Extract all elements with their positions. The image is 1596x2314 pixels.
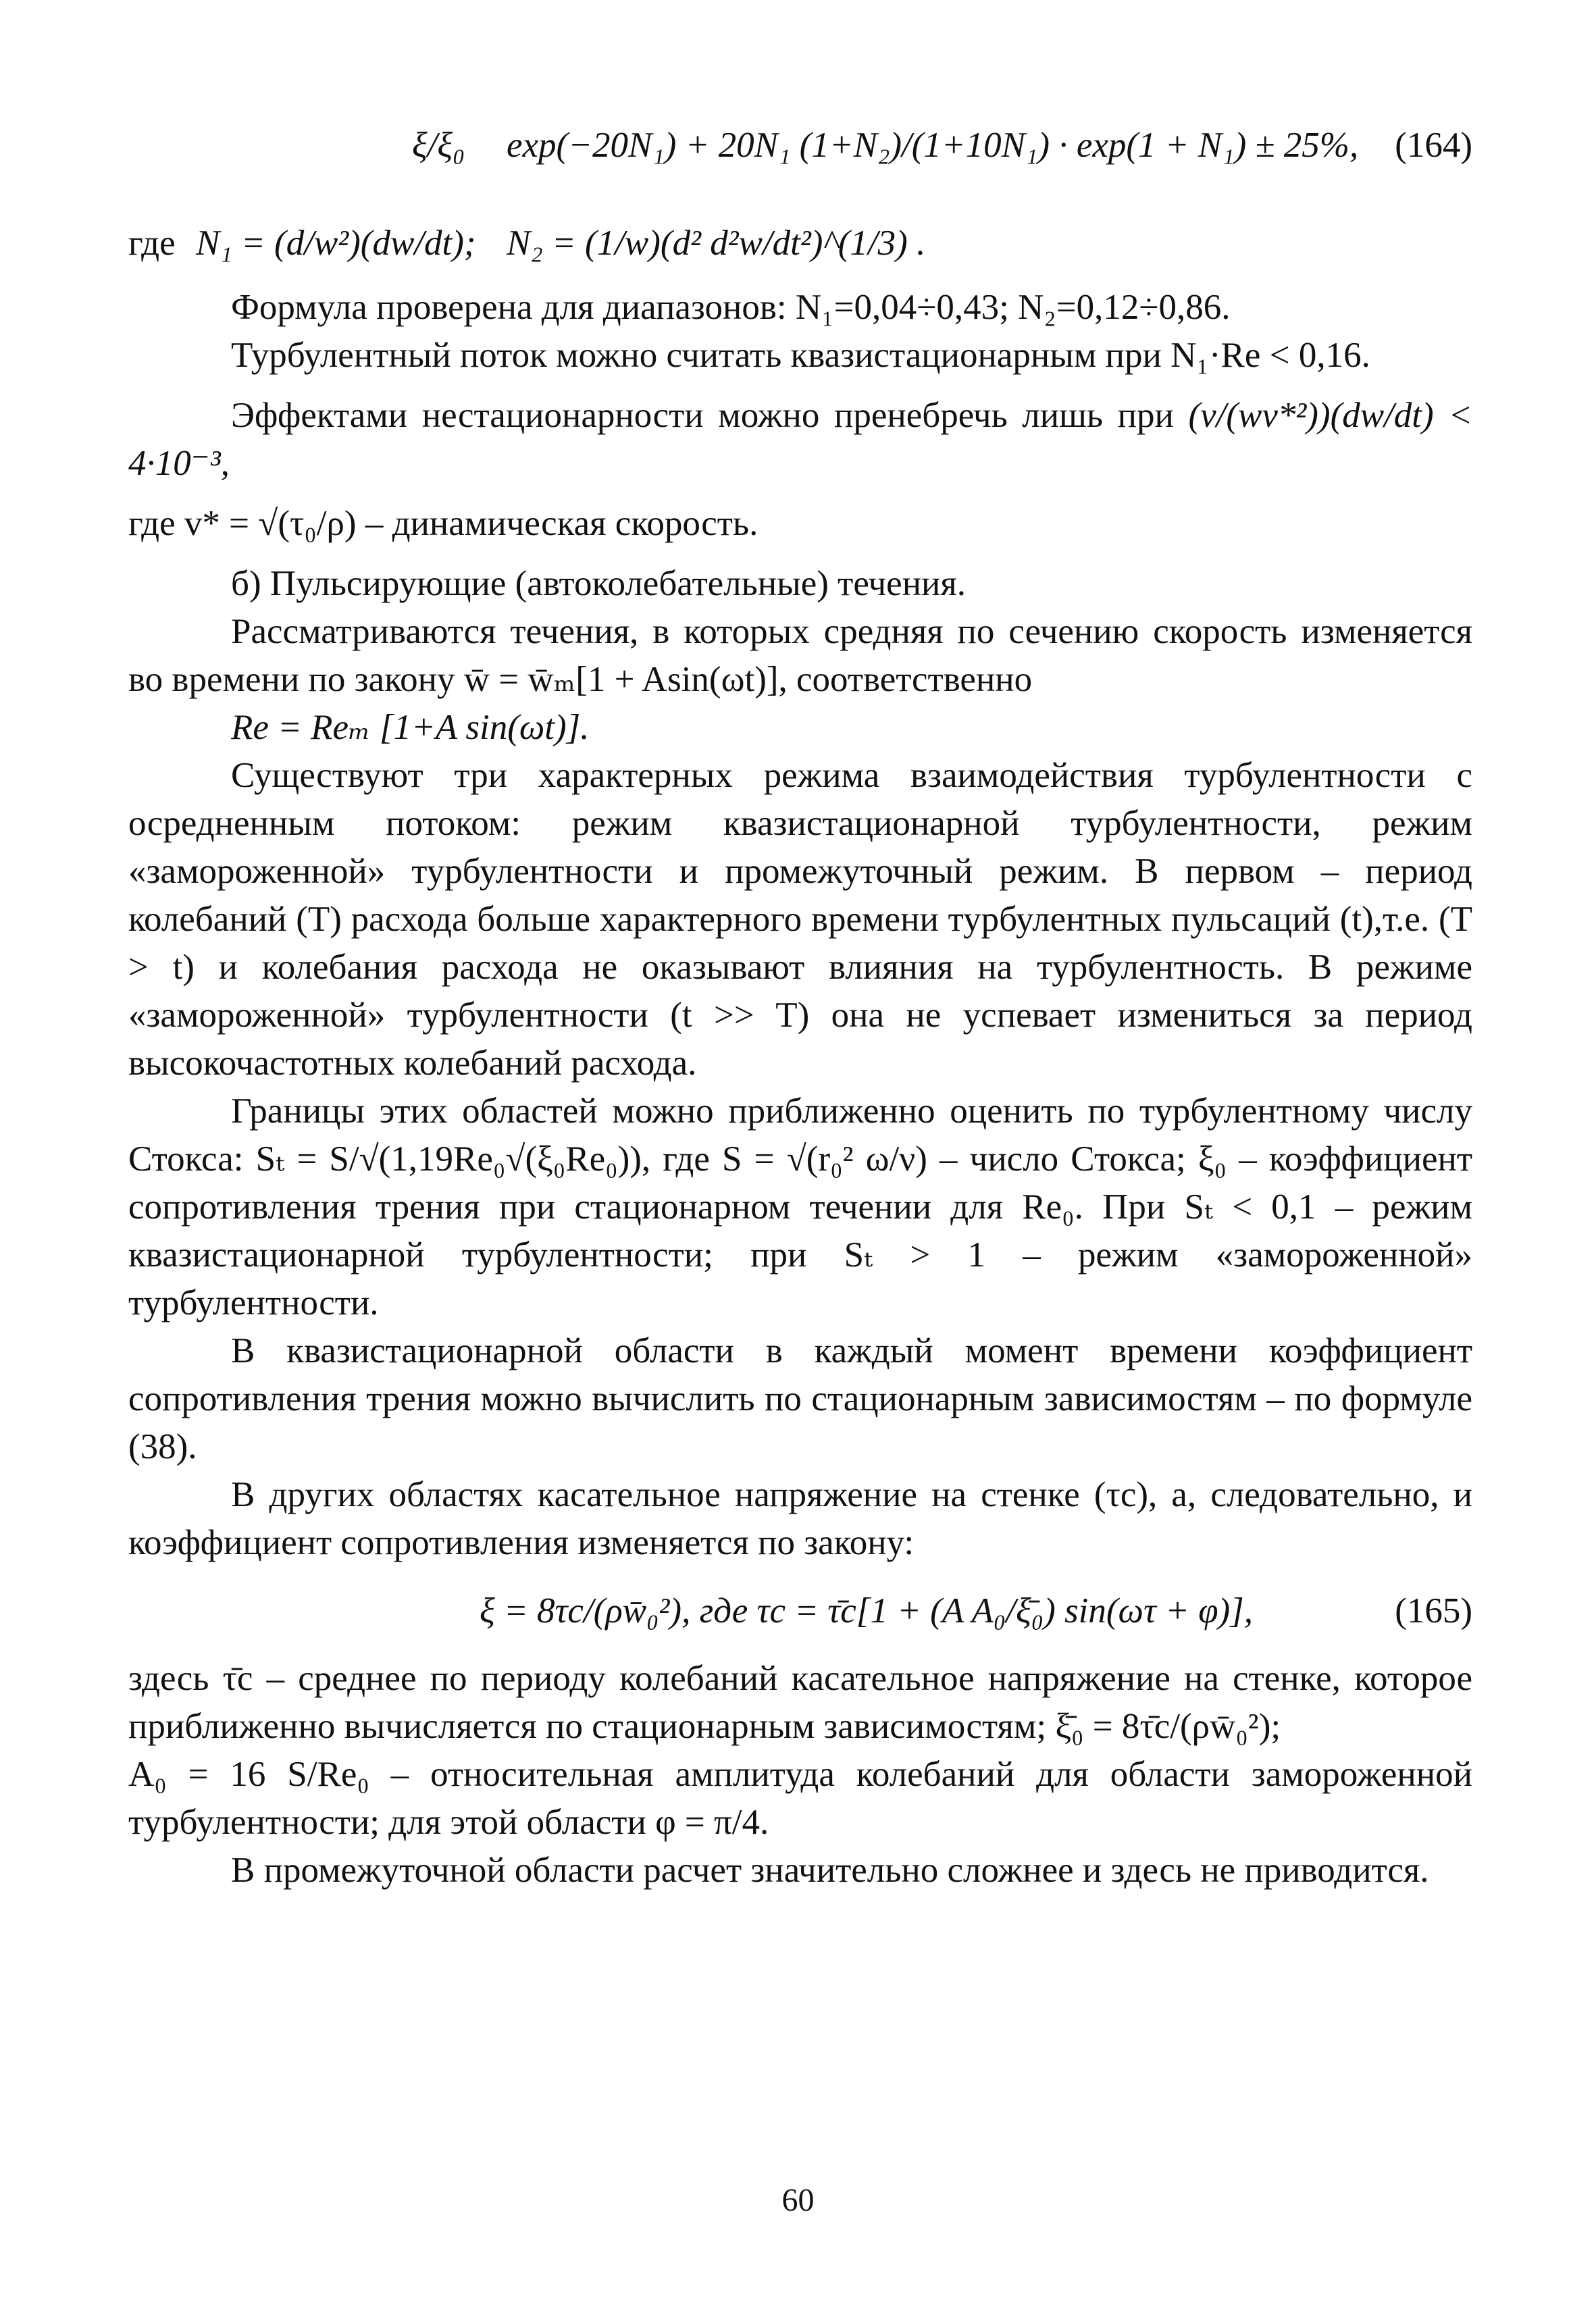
where-164-prefix: где xyxy=(128,224,176,263)
formula-164-where xyxy=(128,203,1472,284)
page-content xyxy=(128,101,1472,1895)
paragraph-intermediate: В промежуточной области расчет значительно сложнее и здесь не приводится. xyxy=(231,1851,1429,1890)
formula-165 xyxy=(128,1567,1472,1655)
paragraph-quasistationary-region: В квазистационарной области в каждый момент времени коэффициент сопротивления трения можно вычислить по стационарным зависимостям – по формуле (38). xyxy=(128,1331,1472,1466)
formula-165-number: (165) xyxy=(1395,1591,1472,1630)
formula-164-number: (164) xyxy=(1395,126,1472,165)
nonstationary-text: Эффектами нестационарности можно пренебречь лишь при xyxy=(231,396,1174,435)
nonstationary-condition: (ν/(wv*²))(dw/dt) < 4·10⁻³, xyxy=(128,396,1472,483)
where-164-n1: N₁ = (d/w²)(dw/dt); xyxy=(196,224,476,263)
formula-164-lhs: ξ/ξ₀ xyxy=(412,126,465,165)
paragraph-regimes: Существуют три характерных режима взаимодействия турбулентности с осредненным потоком: режим квазистационарной турбулентности, режим «замороженной» турбулентности и промежуточный режим. В первом – период колебаний (T) расхода больше характерного времени турбулентных пульсаций (t),т.е. (T > t) и колебания расхода не оказывают влияния на турбулентность. В режиме «замороженной» турбулентности (t >> T) она не успевает измениться за период высокочастотных колебаний расхода. xyxy=(128,756,1472,1083)
paragraph-dynamic-velocity: где v* = √(τ₀/ρ) – динамическая скорость. xyxy=(128,504,758,543)
paragraph-amplitude: A₀ = 16 S/Re₀ – относительная амплитуда колебаний для области замороженной турбулентности; для этой области φ = π/4. xyxy=(128,1755,1472,1842)
formula-165-expression: ξ = 8τc/(ρw̄₀²), где τc = τ̄c[1 + (A A₀/ξ̄₀) sin(ωτ + φ)], xyxy=(480,1591,1254,1630)
paragraph-flow-law: Рассматриваются течения, в которых средняя по сечению скорость изменяется во времени по закону w̄ = w̄ₘ[1 + Asin(ωt)], соответственно xyxy=(128,612,1472,699)
where-164-n2: N₂ = (1/w)(d² d²w/dt²)^(1/3) . xyxy=(507,224,926,263)
paragraph-ranges: Формула проверена для диапазонов: N₁=0,04÷0,43; N₂=0,12÷0,86. xyxy=(231,288,1231,327)
paragraph-pulsating-heading: б) Пульсирующие (автоколебательные) течения. xyxy=(231,564,967,603)
paragraph-re-law: Re = Reₘ [1+A sin(ωt)]. xyxy=(231,708,590,747)
formula-164 xyxy=(128,101,1472,203)
paragraph-nonstationary xyxy=(128,392,1472,488)
paragraph-mean-stress: здесь τ̄c – среднее по периоду колебаний касательное напряжение на стенке, которое приближенно вычисляется по стационарным зависимостям; ξ̄₀ = 8τ̄c/(ρw̄₀²); xyxy=(128,1659,1472,1746)
formula-164-rhs: exp(−20N₁) + 20N₁ (1+N₂)/(1+10N₁) · exp(1 + N₁) ± 25%, xyxy=(507,126,1359,165)
paragraph-quasistationary: Турбулентный поток можно считать квазистационарным при N₁·Re < 0,16. xyxy=(231,336,1370,375)
paragraph-stokes: Границы этих областей можно приближенно оценить по турбулентному числу Стокса: Sₜ = S/√(1,19Re₀√(ξ₀Re₀)), где S = √(r₀² ω/ν) – число Стокса; ξ₀ – коэффициент сопротивления трения при стационарном течении для Re₀. При Sₜ < 0,1 – режим квазистационарной турбулентности; при Sₜ > 1 – режим «замороженной» турбулентности. xyxy=(128,1091,1472,1322)
page-number: 60 xyxy=(781,2182,815,2218)
paragraph-other-regions: В других областях касательное напряжение на стенке (τc), а, следовательно, и коэффициент сопротивления изменяется по закону: xyxy=(128,1475,1472,1562)
